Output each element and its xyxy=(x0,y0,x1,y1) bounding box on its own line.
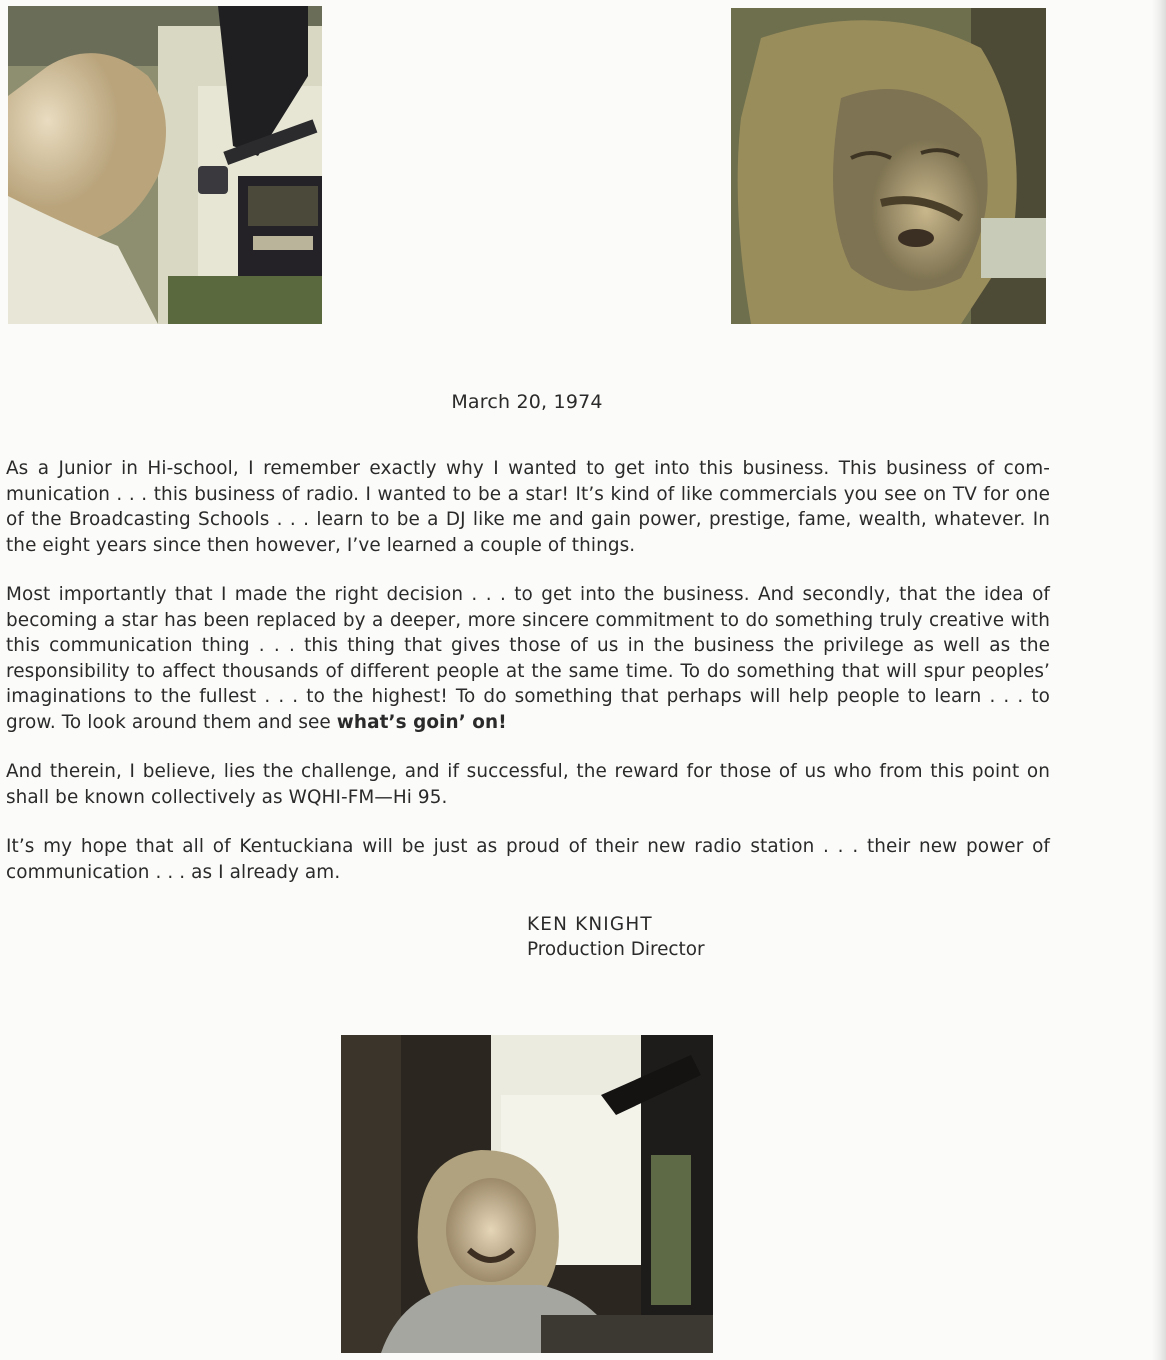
letter-paragraph-2-text: Most importantly that I made the right decision . . . to get into the business. And secondly, that the idea of becoming a star has been replaced by a deeper, more sincere commitment to do something truly creative with this communication thing . . . this thing that gives those of us in the business the privilege as well as the responsibility to affect thousands of different people at the same time. To do something that will spur peoples’ imaginations to the fullest . . . to the highest! To do something that perhaps will help people to learn . . . to grow. To look around them and see xyxy=(6,584,1050,733)
signature-block xyxy=(527,912,705,962)
signature-title: Production Director xyxy=(527,939,705,960)
page-edge-shadow xyxy=(1152,0,1166,1360)
letter-emphasis: what’s goin’ on! xyxy=(336,711,507,733)
letter-paragraph-4: It’s my hope that all of Kentuckiana will be just as proud of their new radio station . . . their new power of communication . . . as I already am. xyxy=(6,836,1050,883)
photo-portrait-closeup xyxy=(731,8,1046,324)
letter-paragraph-2 xyxy=(6,582,1050,735)
photo-dj-at-console xyxy=(8,6,322,324)
letter-paragraph-3: And therein, I believe, lies the challenge, and if successful, the reward for those of us who from this point on shall be known collectively as WQHI-FM—Hi 95. xyxy=(6,761,1050,808)
letter-body xyxy=(6,456,1050,909)
letter-date: March 20, 1974 xyxy=(451,391,603,413)
signature-name: KEN KNIGHT xyxy=(527,914,653,935)
photo-dj-smiling-studio xyxy=(341,1035,713,1353)
letter-paragraph-1: As a Junior in Hi-school, I remember exactly why I wanted to get into this business. This business of com-munication . . . this business of radio. I wanted to be a star! It’s kind of like commercials you see on TV for one of the Broadcasting Schools . . . learn to be a DJ like me and gain power, prestige, fame, wealth, whatever. In the eight years since then however, I’ve learned a couple of things. xyxy=(6,458,1050,556)
